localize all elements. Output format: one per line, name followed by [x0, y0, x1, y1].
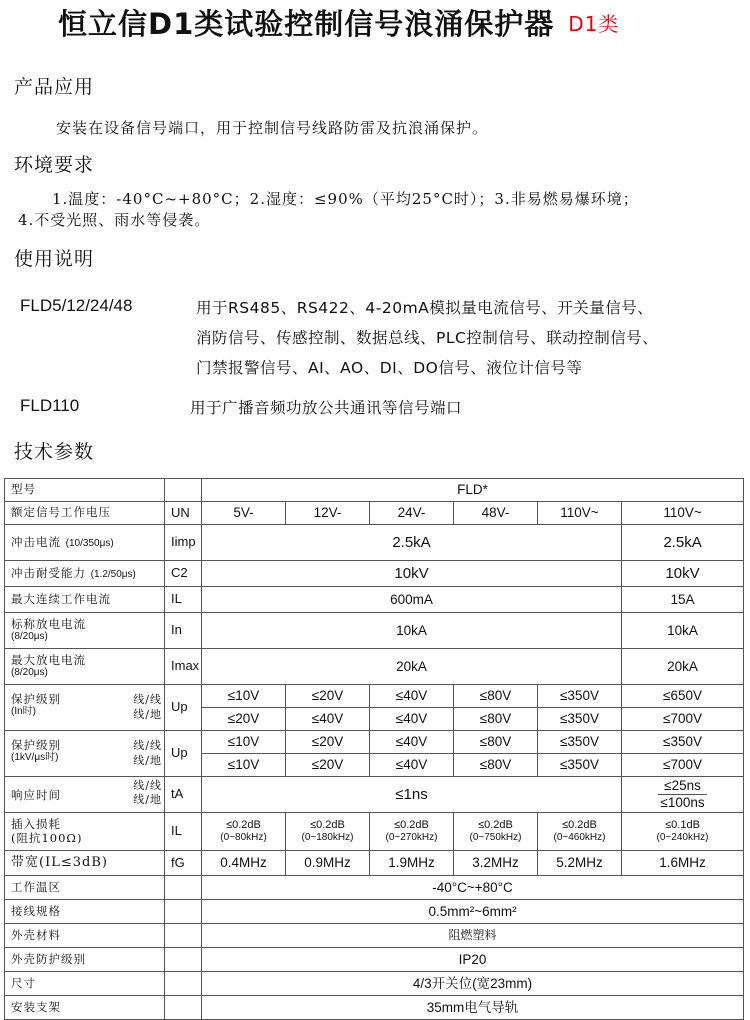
title-text: 恒立信D1类试验控制信号浪涌保护器: [58, 7, 555, 41]
cell-value: [370, 813, 454, 851]
cell-model: FLD*: [202, 479, 744, 502]
cell-label: 带宽(IL≤3dB): [5, 851, 165, 876]
cell-value: 10kA: [202, 613, 622, 649]
cell-symbol: In: [165, 613, 202, 649]
cell-value: 10kA: [622, 613, 744, 649]
table-row: [5, 613, 744, 649]
cell-value: 110V~: [538, 502, 622, 525]
cell-value: ≤20V: [286, 731, 370, 754]
table-row: [5, 900, 744, 924]
cell-value: ≤350V: [622, 731, 744, 754]
table-row: [5, 851, 744, 876]
cell-label: 尺寸: [5, 972, 165, 996]
cell-value: ≤40V: [286, 708, 370, 731]
cell-value: 0.4MHz: [202, 851, 286, 876]
loss-value: ≤0.2dB: [310, 819, 345, 832]
cell-value: ≤700V: [622, 754, 744, 777]
loss-range: (0~240kHz): [656, 832, 709, 844]
ll-2: 线/地: [133, 792, 162, 806]
loss-value: ≤0.2dB: [394, 819, 429, 832]
loss-value: ≤0.1dB: [665, 819, 700, 832]
cell-value: [622, 777, 744, 813]
cell-value: ≤80V: [454, 685, 538, 708]
environment-heading: 环境要求: [14, 154, 95, 176]
cell-value: 0.9MHz: [286, 851, 370, 876]
label-text: 响应时间: [11, 787, 61, 802]
cell-value: 0.5mm²~6mm²: [202, 900, 744, 924]
cell-value: 阻燃塑料: [202, 924, 744, 948]
label-text: 冲击耐受能力: [11, 565, 86, 580]
page-title: [58, 2, 619, 43]
application-text: 安装在设备信号端口，用于控制信号线路防雷及抗浪涌保护。: [56, 119, 489, 137]
loss-range: (0~270kHz): [385, 832, 438, 844]
cell-value: 4/3开关位(宽23mm): [202, 972, 744, 996]
cell-label: 最大连续工作电流: [5, 587, 165, 613]
table-row: [5, 924, 744, 948]
cell-value: 5.2MHz: [538, 851, 622, 876]
cell-value: ≤20V: [286, 754, 370, 777]
cell-label: 安装支架: [5, 996, 165, 1020]
class-tag: D1类: [568, 12, 620, 36]
table-row: [5, 479, 744, 502]
cell-value: 48V-: [454, 502, 538, 525]
cell-value: 10kV: [202, 561, 622, 587]
cell-value: ≤80V: [454, 731, 538, 754]
cell-value: 35mm电气导轨: [202, 996, 744, 1020]
cell-value: ≤40V: [370, 685, 454, 708]
cell-value: [454, 813, 538, 851]
label-sub: (1.2/50μs): [90, 568, 136, 580]
cell-label: 型号: [5, 479, 165, 502]
cell-value: ≤40V: [370, 731, 454, 754]
cell-label: [5, 613, 165, 649]
loss-value: ≤0.2dB: [226, 819, 261, 832]
cell-label: [5, 561, 165, 587]
cell-value: 5V-: [202, 502, 286, 525]
cell-label: 外壳材料: [5, 924, 165, 948]
ll-1: 线/线: [133, 693, 162, 707]
label-text: 插入损耗: [11, 817, 61, 832]
cell-value: 12V-: [286, 502, 370, 525]
loss-range: (0~80kHz): [220, 832, 267, 844]
cell-value: ≤350V: [538, 708, 622, 731]
line-labels: [133, 779, 162, 808]
table-row: [5, 876, 744, 900]
cell-value: ≤20V: [286, 685, 370, 708]
cell-value: 2.5kA: [622, 525, 744, 561]
cell-value: ≤350V: [538, 754, 622, 777]
cell-symbol: Iimp: [165, 525, 202, 561]
cell-symbol: Imax: [165, 649, 202, 685]
table-row: [5, 777, 744, 813]
loss-range: (0~180kHz): [301, 832, 354, 844]
table-row: [5, 948, 744, 972]
cell-value: 10kV: [622, 561, 744, 587]
label-sub: (阻抗100Ω): [11, 830, 83, 845]
usage-heading: 使用说明: [14, 248, 95, 270]
cell-value: [202, 813, 286, 851]
cell-value: 24V-: [370, 502, 454, 525]
ta-value-1: ≤25ns: [658, 778, 707, 795]
line-labels: [133, 693, 162, 722]
label-text: 保护级别: [11, 738, 61, 753]
cell-value: ≤20V: [202, 708, 286, 731]
label-text: 保护级别: [11, 692, 61, 707]
loss-range: (0~750kHz): [469, 832, 522, 844]
usage-line: 消防信号、传感控制、数据总线、PLC控制信号、联动控制信号、: [196, 329, 659, 347]
ta-value-2: ≤100ns: [660, 795, 705, 810]
loss-value: ≤0.2dB: [562, 819, 597, 832]
cell-label: 额定信号工作电压: [5, 502, 165, 525]
cell-symbol: IL: [165, 587, 202, 613]
table-row: [5, 587, 744, 613]
cell-value: -40°C~+80°C: [202, 876, 744, 900]
cell-symbol: IL: [165, 813, 202, 851]
cell-label: 工作温区: [5, 876, 165, 900]
table-row: [5, 731, 744, 754]
cell-label: [5, 777, 165, 813]
usage-model-1: FLD5/12/24/48: [20, 296, 133, 315]
cell-label: [5, 525, 165, 561]
table-row: [5, 685, 744, 708]
cell-value: [622, 813, 744, 851]
table-row: [5, 502, 744, 525]
table-row: [5, 525, 744, 561]
environment-line-1: 1.温度：-40°C~+80°C；2.湿度：≤90%（平均25°C时）；3.非易燃易爆环境；: [52, 190, 639, 208]
cell-value: 3.2MHz: [454, 851, 538, 876]
environment-line-2: 4.不受光照、雨水等侵袭。: [18, 211, 211, 229]
cell-value: ≤350V: [538, 731, 622, 754]
usage-line: 用于RS485、RS422、4-20mA模拟量电流信号、开关量信号、: [196, 299, 654, 317]
spec-table: [4, 478, 744, 1020]
label-sub: (8/20μs): [11, 667, 48, 679]
cell-symbol: C2: [165, 561, 202, 587]
usage-model-2: FLD110: [20, 396, 80, 415]
tech-heading: 技术参数: [14, 441, 95, 463]
table-row: [5, 972, 744, 996]
cell-symbol: Up: [165, 685, 202, 731]
usage-line: 门禁报警信号、AI、AO、DI、DO信号、液位计信号等: [196, 359, 583, 377]
cell-value: 1.6MHz: [622, 851, 744, 876]
application-heading: 产品应用: [14, 76, 95, 98]
cell-label: 接线规格: [5, 900, 165, 924]
label-text: 冲击电流: [11, 534, 61, 549]
ll-2: 线/地: [133, 753, 162, 767]
cell-value: 15A: [622, 587, 744, 613]
cell-value: ≤650V: [622, 685, 744, 708]
label-sub: (8/20μs): [11, 631, 48, 643]
cell-label: 外壳防护级别: [5, 948, 165, 972]
cell-value: ≤10V: [202, 685, 286, 708]
ll-1: 线/线: [133, 778, 162, 792]
cell-value: 20kA: [202, 649, 622, 685]
cell-value: [286, 813, 370, 851]
cell-value: ≤40V: [370, 754, 454, 777]
label-sub: (In时): [11, 706, 36, 718]
cell-value: ≤40V: [370, 708, 454, 731]
cell-value: ≤80V: [454, 708, 538, 731]
label-sub: (1kV/μs时): [11, 752, 59, 764]
table-row: [5, 561, 744, 587]
cell-label: [5, 813, 165, 851]
cell-label: [5, 685, 165, 731]
ll-1: 线/线: [133, 739, 162, 753]
table-row: [5, 649, 744, 685]
cell-symbol: tA: [165, 777, 202, 813]
cell-value: 20kA: [622, 649, 744, 685]
cell-value: 600mA: [202, 587, 622, 613]
loss-range: (0~460kHz): [553, 832, 606, 844]
table-row: [5, 996, 744, 1020]
cell-value: 2.5kA: [202, 525, 622, 561]
cell-value: ≤80V: [454, 754, 538, 777]
label-text: 标称放电电流: [11, 617, 86, 632]
loss-value: ≤0.2dB: [478, 819, 513, 832]
line-labels: [133, 739, 162, 768]
cell-value: 1.9MHz: [370, 851, 454, 876]
cell-value: ≤10V: [202, 754, 286, 777]
label-sub: (10/350μs): [65, 537, 114, 549]
cell-value: IP20: [202, 948, 744, 972]
cell-value: ≤1ns: [202, 777, 622, 813]
cell-symbol: UN: [165, 502, 202, 525]
cell-label: [5, 731, 165, 777]
label-text: 最大放电电流: [11, 653, 86, 668]
cell-value: ≤10V: [202, 731, 286, 754]
usage-line: 用于广播音频功放公共通讯等信号端口: [190, 399, 463, 417]
cell-value: [538, 813, 622, 851]
cell-symbol: Up: [165, 731, 202, 777]
table-row: [5, 813, 744, 851]
cell-label: [5, 649, 165, 685]
cell-symbol: fG: [165, 851, 202, 876]
ll-2: 线/地: [133, 707, 162, 721]
cell-value: 110V~: [622, 502, 744, 525]
cell-value: ≤350V: [538, 685, 622, 708]
cell-value: ≤700V: [622, 708, 744, 731]
